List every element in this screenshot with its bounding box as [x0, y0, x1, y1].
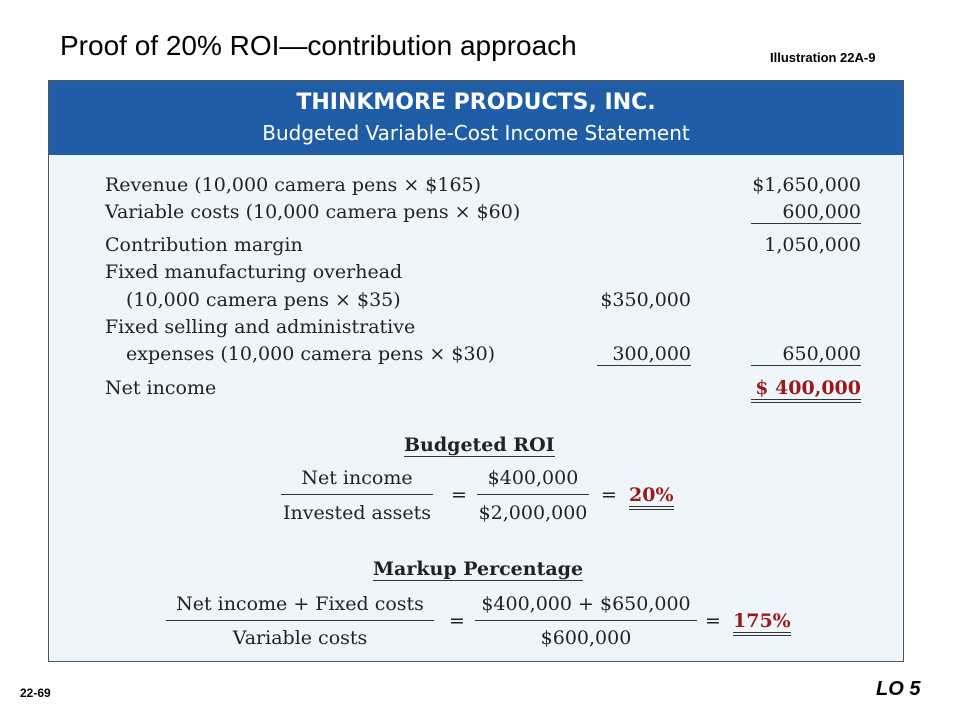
roi-result: 20% [629, 484, 674, 510]
markup-equals-1: = [449, 610, 465, 632]
contribution-margin-total: 1,050,000 [764, 234, 861, 256]
illustration-label: Illustration 22A-9 [770, 50, 876, 65]
statement-name: Budgeted Variable-Cost Income Statement [262, 121, 690, 145]
markup-denominator-label: Variable costs [232, 627, 368, 649]
fixed-mfg-overhead-label: Fixed manufacturing overhead [105, 261, 403, 283]
company-name: THINKMORE PRODUCTS, INC. [296, 90, 656, 115]
roi-equals-1: = [451, 484, 467, 506]
variable-costs-label: Variable costs (10,000 camera pens × $60) [105, 201, 521, 223]
roi-denominator-label: Invested assets [282, 502, 431, 524]
roi-equals-2: = [601, 484, 617, 506]
roi-fraction-line-right [477, 494, 589, 495]
markup-fraction-line-left [166, 620, 434, 621]
markup-equals-2: = [705, 610, 721, 632]
markup-numerator-value: $400,000 + $650,000 [481, 593, 691, 615]
revenue-label: Revenue (10,000 camera pens × $165) [105, 174, 482, 196]
roi-title: Budgeted ROI [404, 434, 555, 456]
page-number: 22-69 [20, 686, 51, 700]
roi-fraction-line-left [281, 494, 433, 495]
roi-numerator-value: $400,000 [487, 467, 579, 489]
learning-objective: LO 5 [876, 678, 921, 700]
markup-numerator-label: Net income + Fixed costs [176, 593, 424, 615]
net-income-total: $ 400,000 [751, 377, 861, 403]
statement-header [49, 81, 903, 155]
markup-denominator-value: $600,000 [540, 627, 632, 649]
fixed-mfg-overhead-amount: $350,000 [600, 289, 691, 311]
slide-title: Proof of 20% ROI—contribution approach [60, 30, 577, 61]
variable-costs-total: 600,000 [751, 201, 861, 224]
fixed-selling-admin-amount: 300,000 [597, 343, 691, 366]
fixed-costs-total: 650,000 [751, 343, 861, 366]
roi-numerator-label: Net income [301, 467, 413, 489]
markup-result: 175% [733, 610, 791, 636]
fixed-mfg-overhead-detail: (10,000 camera pens × $35) [126, 289, 401, 311]
fixed-selling-admin-label: Fixed selling and administrative [105, 316, 416, 338]
net-income-label: Net income [105, 377, 217, 399]
markup-fraction-line-right [475, 620, 697, 621]
markup-title: Markup Percentage [373, 558, 584, 580]
statement-panel [48, 80, 904, 662]
fixed-selling-admin-detail: expenses (10,000 camera pens × $30) [126, 343, 496, 365]
revenue-total: $1,650,000 [752, 174, 861, 196]
roi-denominator-value: $2,000,000 [478, 502, 588, 524]
contribution-margin-label: Contribution margin [105, 234, 303, 256]
